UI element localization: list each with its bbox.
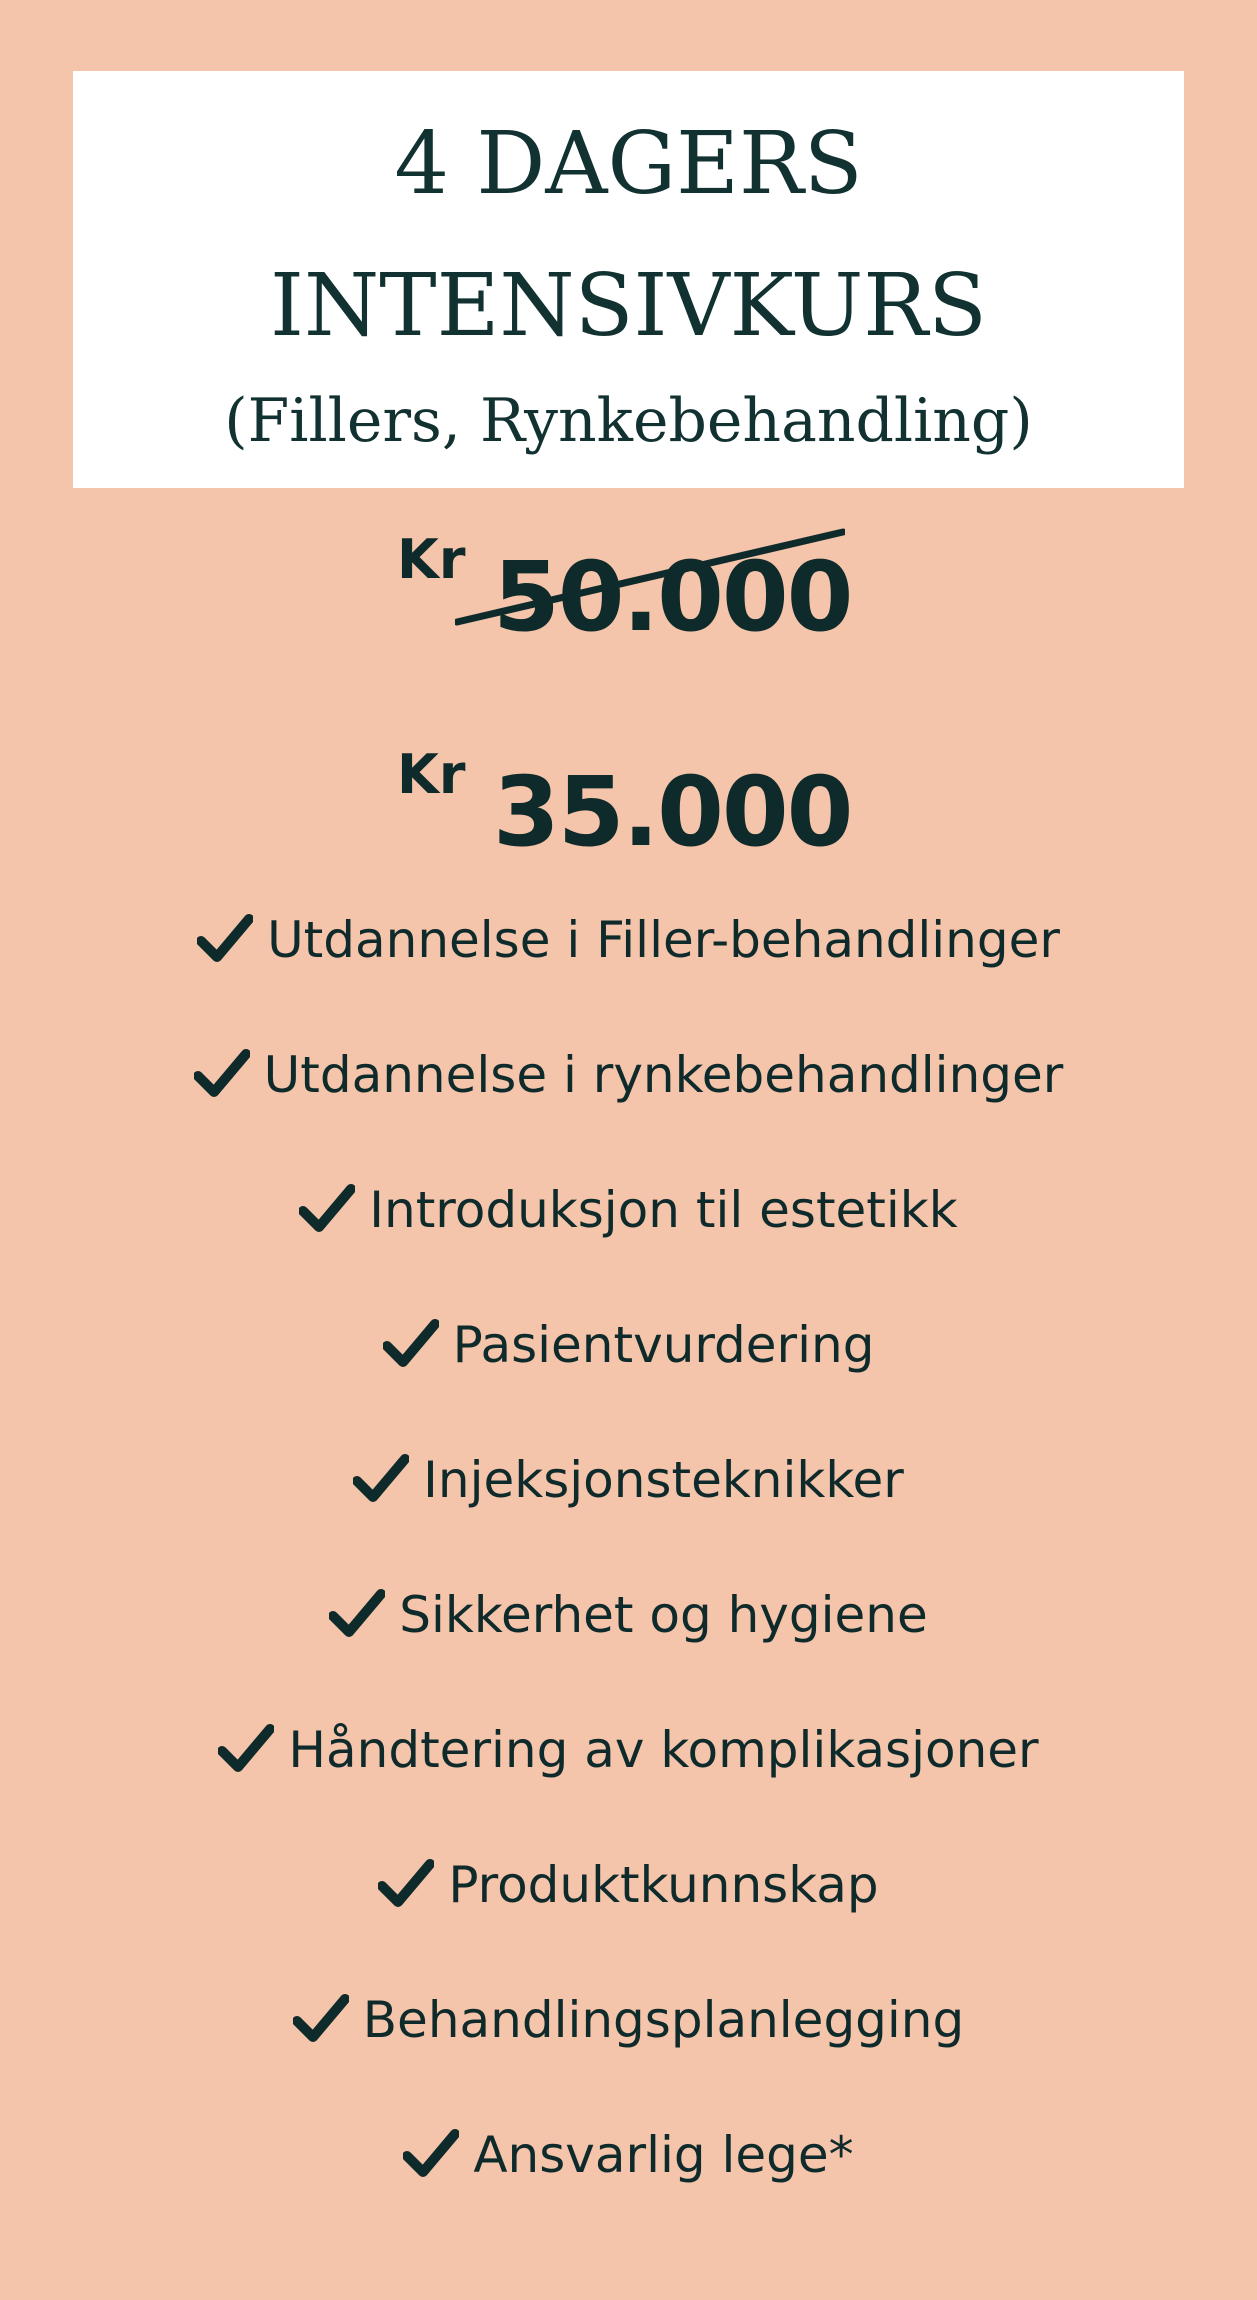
feature-label: Produktkunnskap [448, 1856, 879, 1914]
old-price-amount: 50.000 [493, 541, 852, 653]
check-icon [329, 1588, 385, 1640]
feature-item [0, 2115, 1257, 2195]
course-title-line-2: INTENSIVKURS [270, 256, 987, 356]
feature-item [0, 1305, 1257, 1385]
check-icon [353, 1453, 409, 1505]
check-icon [403, 2128, 459, 2180]
check-icon [383, 1318, 439, 1370]
course-subtitle: (Fillers, Rynkebehandling) [224, 386, 1033, 456]
feature-item [0, 1710, 1257, 1790]
check-icon [194, 1048, 250, 1100]
old-price-currency: Kr [397, 528, 466, 591]
check-icon [293, 1993, 349, 2045]
course-title-line-1: 4 DAGERS [394, 114, 863, 214]
feature-label: Utdannelse i Filler-behandlinger [267, 911, 1060, 969]
feature-label: Utdannelse i rynkebehandlinger [263, 1046, 1064, 1104]
check-icon [218, 1723, 274, 1775]
feature-item [0, 1170, 1257, 1250]
feature-item [0, 1575, 1257, 1655]
feature-item [0, 1035, 1257, 1115]
new-price-currency: Kr [397, 743, 466, 806]
old-price [0, 520, 1257, 660]
check-icon [378, 1858, 434, 1910]
new-price-amount: 35.000 [493, 756, 852, 868]
feature-label: Håndtering av komplikasjoner [288, 1721, 1039, 1779]
check-icon [197, 913, 253, 965]
feature-item [0, 1440, 1257, 1520]
feature-item [0, 900, 1257, 980]
check-icon [299, 1183, 355, 1235]
feature-item [0, 1980, 1257, 2060]
feature-item [0, 1845, 1257, 1925]
feature-label: Behandlingsplanlegging [362, 1991, 965, 2049]
feature-label: Ansvarlig lege* [473, 2126, 854, 2184]
title-box [73, 71, 1184, 488]
new-price [0, 735, 1257, 875]
feature-label: Injeksjonsteknikker [423, 1451, 904, 1509]
feature-label: Introduksjon til estetikk [369, 1181, 958, 1239]
feature-label: Sikkerhet og hygiene [399, 1586, 928, 1644]
feature-label: Pasientvurdering [452, 1316, 875, 1374]
strikethrough-line [455, 520, 845, 660]
